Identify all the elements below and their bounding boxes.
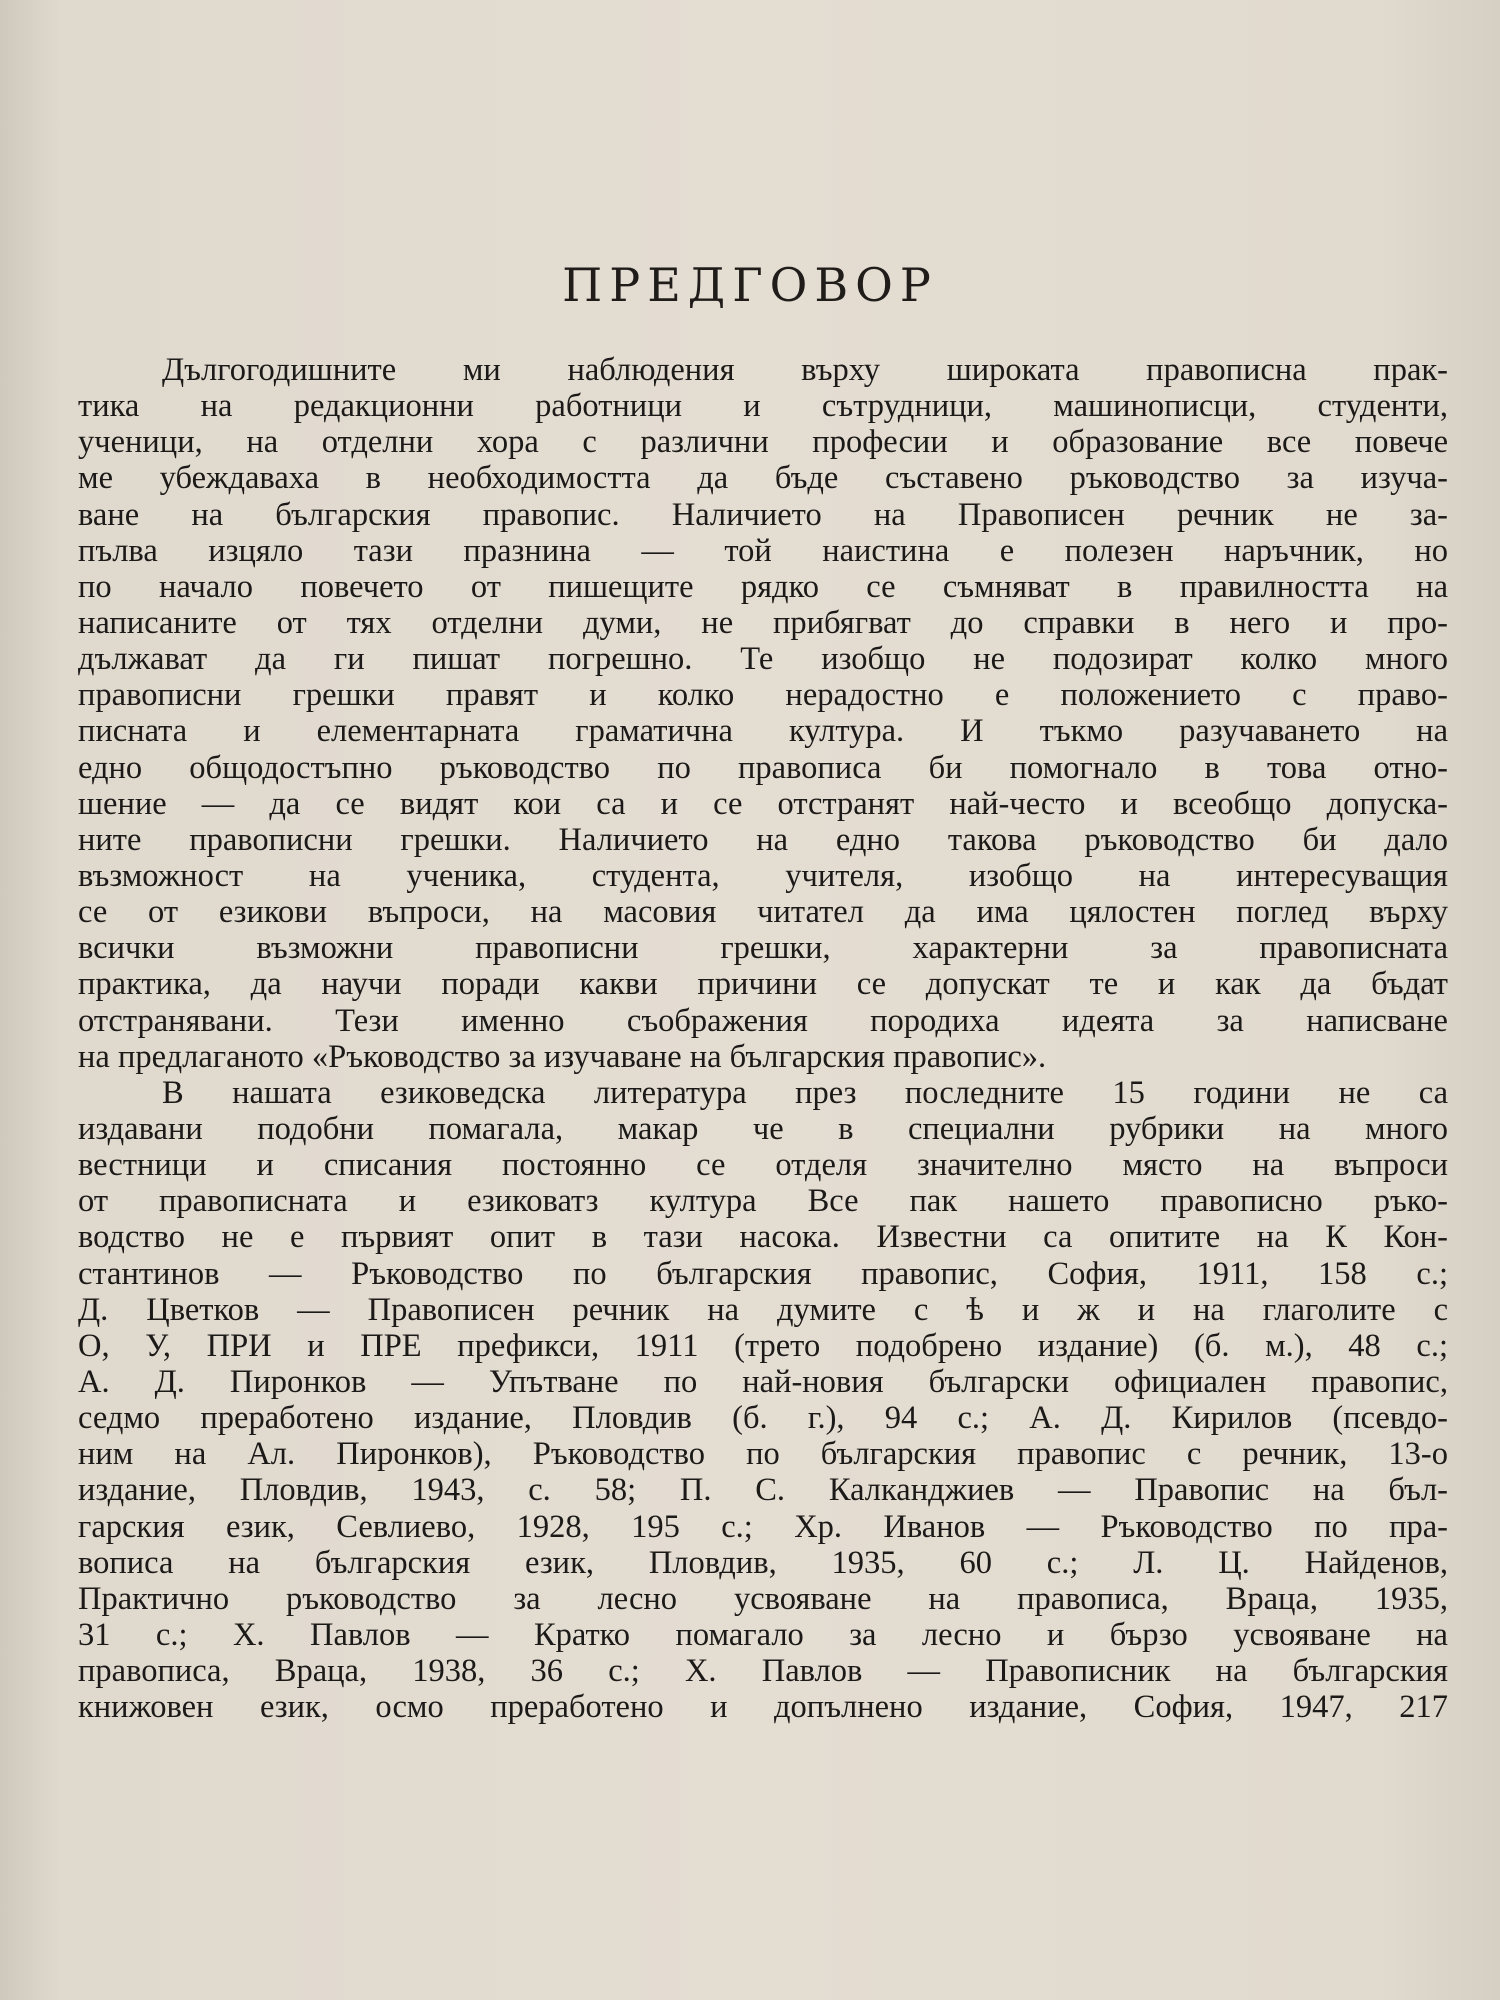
text-line: тика на редакционни работници и сътрудници, машинописци, студенти,	[78, 388, 1448, 425]
text-line: Дългогодишните ми наблюдения върху широката правописна прак-	[162, 352, 1448, 388]
text-line: от правописната и езиковатз култура Все пак нашето правописно ръко-	[78, 1183, 1448, 1220]
text-line: О, У, ПРИ и ПРЕ префикси, 1911 (трето подобрено издание) (б. м.), 48 с.;	[78, 1327, 1448, 1364]
text-line: ним на Ал. Пиронков), Ръководство по българския правопис с речник, 13-о	[78, 1436, 1448, 1473]
text-line: възможност на ученика, студента, учителя, изобщо на интересуващия	[78, 857, 1448, 894]
page-title: ПРЕДГОВОР	[562, 258, 938, 312]
text-line: вестници и списания постоянно се отделя значително място на въпроси	[78, 1147, 1448, 1184]
text-line: седмо преработено издание, Пловдив (б. г.), 94 с.; А. Д. Кирилов (псевдо-	[78, 1400, 1448, 1437]
body-text	[78, 352, 1448, 1725]
text-line: правописа, Враца, 1938, 36 с.; Х. Павлов — Правописник на българския	[78, 1653, 1448, 1690]
text-line: Практично ръководство за лесно усвояване на правописа, Враца, 1935,	[78, 1580, 1448, 1617]
text-line: на предлаганото «Ръководство за изучаване на българския правопис».	[78, 1038, 1047, 1075]
text-line: се от езикови въпроси, на масовия читател да има цялостен поглед върху	[78, 894, 1448, 931]
text-line: гарския език, Севлиево, 1928, 195 с.; Хр. Иванов — Ръководство по пра-	[78, 1508, 1448, 1545]
text-line: всички възможни правописни грешки, характерни за правописната	[78, 930, 1448, 967]
text-line: дължават да ги пишат погрешно. Те изобщо не подозират колко много	[78, 641, 1448, 678]
text-line: пълва изцяло тази празнина — той наистина е полезен наръчник, но	[78, 532, 1448, 569]
text-line: написаните от тях отделни думи, не прибягват до справки в него и про-	[78, 604, 1448, 641]
text-line: правописни грешки правят и колко нерадостно е положението с право-	[78, 677, 1448, 714]
text-line: ме убеждаваха в необходимостта да бъде съставено ръководство за изуча-	[78, 460, 1448, 497]
text-line: едно общодостъпно ръководство по правописа би помогнало в това отно-	[78, 749, 1448, 786]
text-line: издавани подобни помагала, макар че в специални рубрики на много	[78, 1110, 1448, 1147]
text-line: ученици, на отделни хора с различни професии и образование все повече	[78, 424, 1448, 461]
text-line: шение — да се видят кои са и се отстранят най-често и всеобщо допуска-	[78, 785, 1448, 822]
text-line: практика, да научи поради какви причини се допускат те и как да бъдат	[78, 966, 1448, 1003]
text-line: В нашата езиковедска литература през последните 15 години не са	[162, 1074, 1448, 1111]
text-line: А. Д. Пиронков — Упътване по най-новия български официален правопис,	[78, 1363, 1448, 1400]
text-line: ните правописни грешки. Наличието на едно такова ръководство би дало	[78, 821, 1448, 858]
text-line: Д. Цветков — Правописен речник на думите с ѣ и ж и на глаголите с	[78, 1291, 1448, 1328]
text-line: 31 с.; Х. Павлов — Кратко помагало за лесно и бързо усвояване на	[78, 1616, 1448, 1653]
text-line: писната и елементарната граматична култура. И тъкмо разучаването на	[78, 713, 1448, 750]
text-line: водство не е първият опит в тази насока. Известни са опитите на К Кон-	[78, 1219, 1448, 1256]
text-line: по начало повечето от пишещите рядко се съмняват в правилността на	[78, 568, 1448, 605]
text-line: отстранявани. Тези именно съображения породиха идеята за написване	[78, 1002, 1448, 1039]
text-line: ване на българския правопис. Наличието на Правописен речник не за-	[78, 496, 1448, 533]
text-line: вописа на българския език, Пловдив, 1935, 60 с.; Л. Ц. Найденов,	[78, 1544, 1448, 1581]
text-line: книжовен език, осмо преработено и допълнено издание, София, 1947, 217	[78, 1689, 1448, 1726]
text-line: издание, Пловдив, 1943, с. 58; П. С. Калканджиев — Правопис на бъл-	[78, 1472, 1448, 1509]
text-line: стантинов — Ръководство по българския правопис, София, 1911, 158 с.;	[78, 1255, 1448, 1292]
